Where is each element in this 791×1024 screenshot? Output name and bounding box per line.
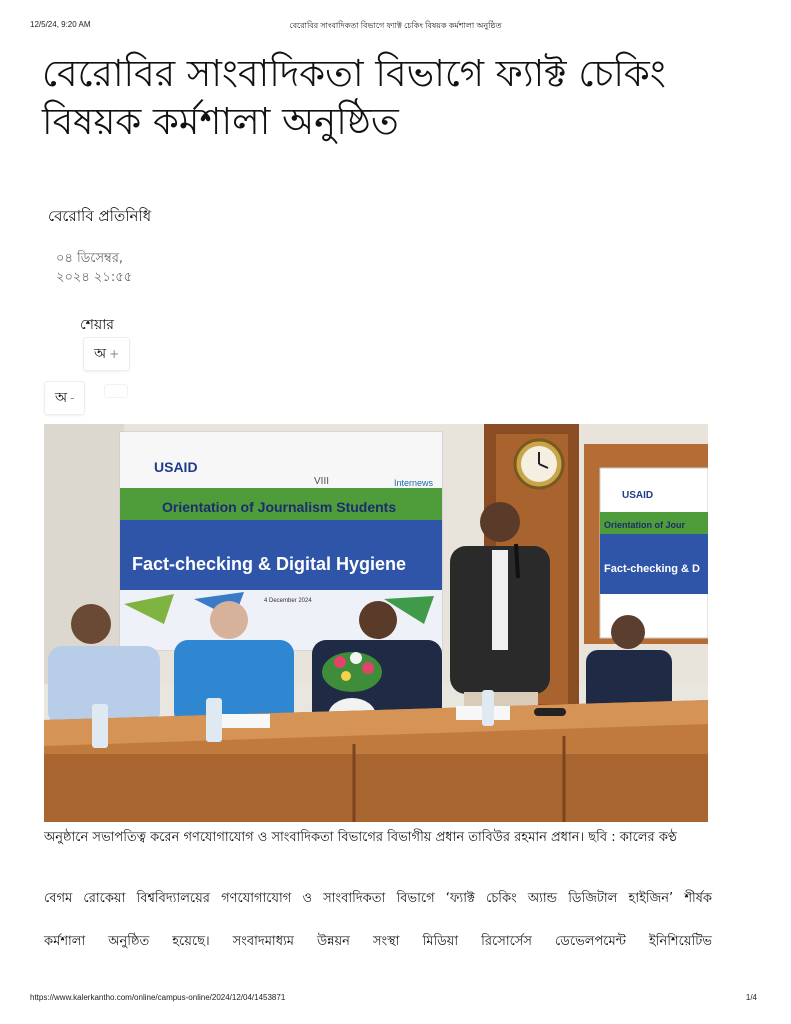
side-banner-logo: USAID — [622, 490, 654, 501]
print-footer — [0, 993, 791, 1005]
byline[interactable]: বেরোবি প্রতিনিধি — [48, 207, 152, 225]
banner-heading: Orientation of Journalism Students — [162, 499, 397, 515]
publish-date — [56, 249, 156, 287]
photo-caption: অনুষ্ঠানে সভাপতিত্ব করেন গণযোগাযোগ ও সাংবাদিকতা বিভাগের বিভাগীয় প্রধান তাবিউর রহমান প্রধান। ছবি : কালের কণ্ঠ — [44, 830, 677, 845]
banner-title: Fact-checking & Digital Hygiene — [132, 554, 407, 574]
print-header — [0, 20, 791, 32]
minus-icon: - — [70, 391, 75, 405]
print-url[interactable]: https://www.kalerkantho.com/online/campus-online/2024/12/04/1453871 — [30, 993, 286, 1002]
print-page-number: 1/4 — [745, 993, 757, 1002]
publish-date-line-1: ০৪ ডিসেম্বর, — [56, 251, 124, 266]
side-banner-heading: Orientation of Jour — [604, 520, 685, 530]
font-glyph: অ — [94, 346, 107, 362]
publish-date-line-2: ২০২৪ ২১:৫৫ — [56, 270, 133, 285]
headline-line-2: বিষয়ক কর্মশালা অনুষ্ঠিত — [42, 100, 399, 143]
article-photo — [44, 424, 708, 822]
banner-logo-viii: VIII — [314, 476, 330, 487]
font-decrease-button[interactable] — [44, 381, 85, 415]
font-increase-button[interactable] — [83, 337, 130, 371]
banner-date: 4 December 2024 — [264, 598, 312, 604]
font-glyph: অ — [55, 390, 68, 406]
side-banner-title: Fact-checking & D — [604, 563, 700, 575]
banner-logo-usaid: USAID — [154, 459, 198, 475]
empty-control — [104, 384, 128, 398]
article-headline — [42, 50, 762, 146]
article-paragraph-line-1: বেগম রোকেয়া বিশ্ববিদ্যালয়ের গণযোগাযোগ ও সাংবাদিকতা বিভাগে ‘ফ্যাক্ট চেকিং অ্যান্ড ডিজিটাল হাইজিন’ শীর্ষক — [44, 891, 712, 906]
print-page-title: বেরোবির সাংবাদিকতা বিভাগে ফ্যাক্ট চেকিং বিষয়ক কর্মশালা অনুষ্ঠিত — [289, 21, 502, 30]
banner-logo-internews: Internews — [394, 478, 434, 488]
share-label[interactable]: শেয়ার — [80, 317, 114, 333]
print-datetime: 12/5/24, 9:20 AM — [30, 20, 91, 29]
headline-line-1: বেরোবির সাংবাদিকতা বিভাগে ফ্যাক্ট চেকিং — [42, 52, 666, 95]
article-paragraph-line-2: কর্মশালা অনুষ্ঠিত হয়েছে। সংবাদমাধ্যম উন্নয়ন সংস্থা মিডিয়া রিসোর্সেস ডেভেলপমেন্ট ইনিশিয়েটিভ — [44, 934, 712, 949]
plus-icon: + — [109, 347, 120, 361]
